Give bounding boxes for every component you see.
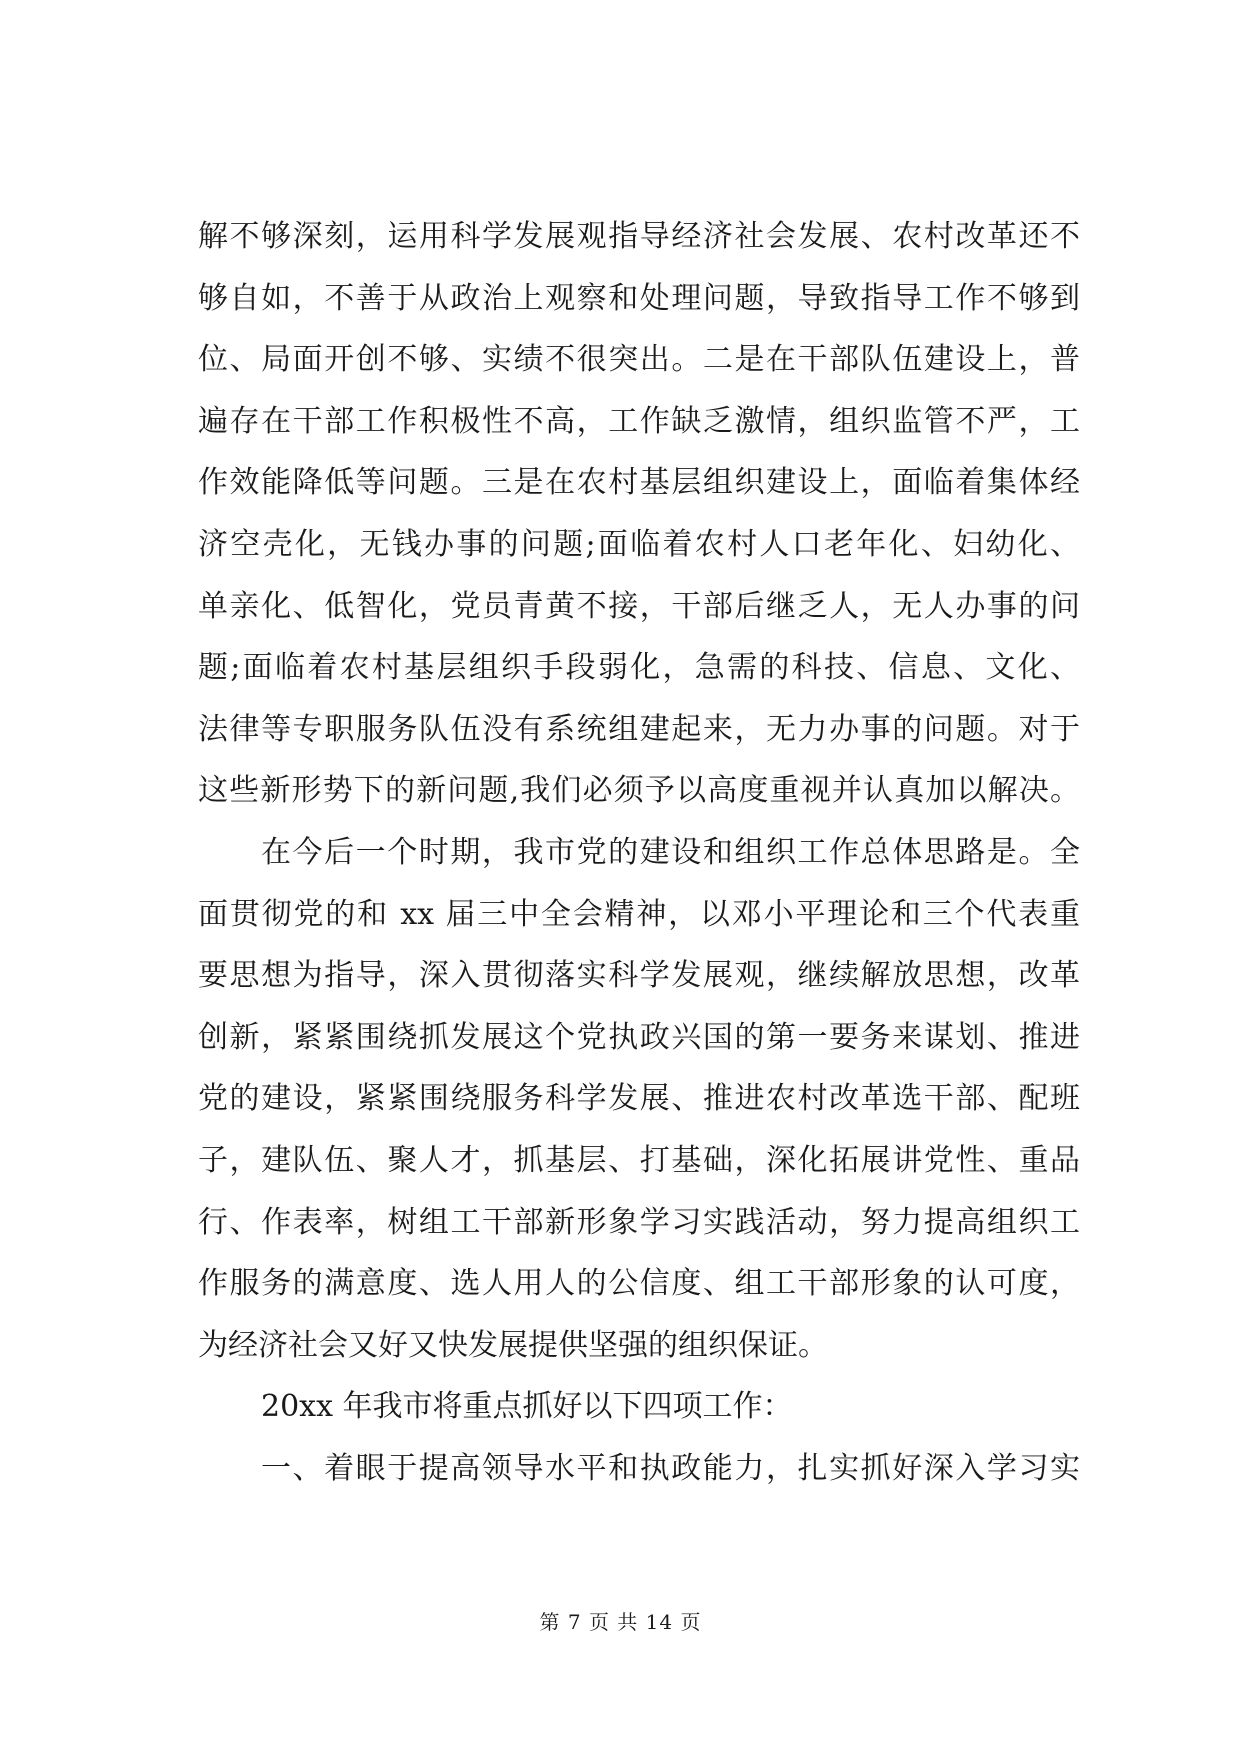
- text-line: 够自如，不善于从政治上观察和处理问题，导致指导工作不够到: [198, 280, 1080, 316]
- text-line: 法律等专职服务队伍没有系统组建起来，无力办事的问题。对于: [198, 711, 1080, 747]
- text-line: 一、着眼于提高领导水平和执政能力，扎实抓好深入学习实: [261, 1450, 1080, 1486]
- text-line: 要思想为指导，深入贯彻落实科学发展观，继续解放思想，改革: [198, 958, 1080, 994]
- text-line: 创新，紧紧围绕抓发展这个党执政兴国的第一要务来谋划、推进: [198, 1019, 1080, 1055]
- text-line: 这些新形势下的新问题,我们必须予以高度重视并认真加以解决。: [198, 773, 1080, 809]
- page-number-footer: 第 7 页 共 14 页: [539, 1610, 702, 1634]
- paragraph-approach: [198, 822, 1080, 1376]
- text-line: 遍存在干部工作积极性不高，工作缺乏激情，组织监管不严，工: [198, 403, 1080, 439]
- text-line: 位、局面开创不够、实绩不很突出。二是在干部队伍建设上，普: [198, 342, 1080, 378]
- text-line: 解不够深刻，运用科学发展观指导经济社会发展、农村改革还不: [198, 219, 1080, 254]
- text-line: 子，建队伍、聚人才，抓基层、打基础，深化拓展讲党性、重品: [198, 1142, 1080, 1178]
- text-line: 为经济社会又好又快发展提供坚强的组织保证。: [198, 1327, 828, 1363]
- text-line: 作服务的满意度、选人用人的公信度、组工干部形象的认可度，: [198, 1266, 1080, 1302]
- text-line: 题;面临着农村基层组织手段弱化，急需的科技、信息、文化、: [198, 650, 1080, 686]
- paragraph-continued: [198, 206, 1080, 822]
- text-line: 作效能降低等问题。三是在农村基层组织建设上，面临着集体经: [198, 465, 1080, 501]
- document-body: [198, 206, 1080, 1499]
- paragraph-first-task: [198, 1438, 1080, 1500]
- paragraph-tasks-intro: [198, 1376, 1080, 1438]
- text-line: 单亲化、低智化，党员青黄不接，干部后继乏人，无人办事的问: [198, 588, 1080, 624]
- text-line: 20xx 年我市将重点抓好以下四项工作：: [261, 1389, 793, 1425]
- text-line: 面贯彻党的和 xx 届三中全会精神，以邓小平理论和三个代表重: [198, 896, 1080, 932]
- text-line: 行、作表率，树组工干部新形象学习实践活动，努力提高组织工: [198, 1204, 1080, 1240]
- text-line: 党的建设，紧紧围绕服务科学发展、推进农村改革选干部、配班: [198, 1081, 1080, 1117]
- text-line: 济空壳化，无钱办事的问题;面临着农村人口老年化、妇幼化、: [198, 526, 1080, 562]
- text-line: 在今后一个时期，我市党的建设和组织工作总体思路是。全: [261, 834, 1080, 870]
